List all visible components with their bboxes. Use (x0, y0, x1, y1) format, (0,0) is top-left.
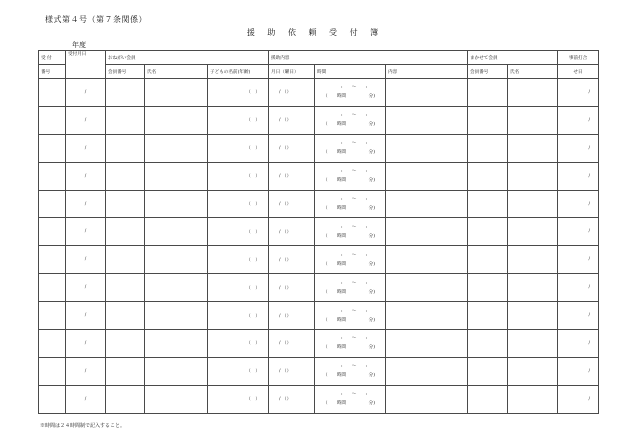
prior-meeting-date-cell[interactable]: / (558, 162, 599, 190)
prior-meeting-date-cell[interactable]: / (558, 357, 599, 385)
month-day-cell[interactable]: / （） (269, 162, 315, 190)
member-number-cell[interactable] (106, 79, 145, 107)
provider-member-number-cell[interactable] (468, 302, 508, 330)
provider-name-cell[interactable] (508, 302, 558, 330)
entry-number-cell[interactable] (39, 274, 66, 302)
table-row (39, 106, 599, 134)
time-duration: （ 時間 分) (323, 317, 375, 323)
provider-member-number-cell[interactable] (468, 162, 508, 190)
provider-name-cell[interactable] (508, 385, 558, 413)
entry-number-cell[interactable] (39, 79, 66, 107)
entry-number-cell[interactable] (39, 357, 66, 385)
time-cell[interactable] (315, 246, 386, 274)
member-number-cell[interactable] (106, 162, 145, 190)
provider-member-number-cell[interactable] (468, 134, 508, 162)
received-date-cell[interactable]: / (66, 162, 106, 190)
prior-meeting-date-cell[interactable]: / (558, 134, 599, 162)
member-name-cell[interactable] (145, 385, 208, 413)
content-cell[interactable] (386, 330, 468, 358)
entry-number-cell[interactable] (39, 218, 66, 246)
provider-name-cell[interactable] (508, 162, 558, 190)
received-date-cell[interactable]: / (66, 190, 106, 218)
month-day-cell[interactable]: / （） (269, 134, 315, 162)
reception-header: 受 付 (39, 51, 66, 65)
time-range: : ～ : (340, 252, 368, 258)
month-day-cell[interactable]: / （） (269, 274, 315, 302)
table-row (39, 246, 599, 274)
received-date-cell[interactable]: / (66, 106, 106, 134)
table-row (39, 385, 599, 413)
member-name-cell[interactable] (145, 330, 208, 358)
table-row (39, 330, 599, 358)
content-cell[interactable] (386, 190, 468, 218)
prior-meeting-date-cell[interactable]: / (558, 218, 599, 246)
child-name-age-cell[interactable]: （ ） (208, 246, 269, 274)
month-day-cell[interactable]: / （） (269, 357, 315, 385)
time-range: : ～ : (340, 364, 368, 370)
received-date-cell[interactable]: / (66, 274, 106, 302)
entry-number-cell[interactable] (39, 330, 66, 358)
time-range: : ～ : (340, 336, 368, 342)
assistance-content-header: 援助内容 (269, 51, 468, 65)
time-cell[interactable] (315, 218, 386, 246)
received-date-cell[interactable]: / (66, 246, 106, 274)
table-row (39, 302, 599, 330)
month-day-cell[interactable]: / （） (269, 79, 315, 107)
prior-meeting-date-cell[interactable]: / (558, 302, 599, 330)
child-name-age-cell[interactable]: （ ） (208, 106, 269, 134)
member-number-header: 会員番号 (106, 65, 145, 79)
prior-meeting-date-cell[interactable]: / (558, 79, 599, 107)
member-name-cell[interactable] (145, 218, 208, 246)
time-range: : ～ : (340, 141, 368, 147)
prior-meeting-date-cell[interactable]: / (558, 190, 599, 218)
provider-name-cell[interactable] (508, 330, 558, 358)
member-name-cell[interactable] (145, 134, 208, 162)
time-duration: （ 時間 分) (323, 150, 375, 156)
received-date-cell[interactable]: / (66, 330, 106, 358)
member-name-cell[interactable] (145, 162, 208, 190)
provider-member-number-cell[interactable] (468, 330, 508, 358)
time-cell[interactable] (315, 134, 386, 162)
child-name-age-cell[interactable]: （ ） (208, 79, 269, 107)
provider-name-cell[interactable] (508, 190, 558, 218)
register-rows (39, 79, 599, 414)
provider-member-number-cell[interactable] (468, 357, 508, 385)
content-cell[interactable] (386, 106, 468, 134)
table-row (39, 79, 599, 107)
child-name-age-cell[interactable]: （ ） (208, 385, 269, 413)
month-day-cell[interactable]: / （） (269, 302, 315, 330)
provider-member-number-cell[interactable] (468, 218, 508, 246)
child-name-age-cell[interactable]: （ ） (208, 357, 269, 385)
member-name-cell[interactable] (145, 79, 208, 107)
time-cell[interactable] (315, 385, 386, 413)
entry-number-cell[interactable] (39, 385, 66, 413)
member-number-cell[interactable] (106, 302, 145, 330)
member-number-cell[interactable] (106, 190, 145, 218)
entry-number-cell[interactable] (39, 302, 66, 330)
prior-meeting-date-cell[interactable]: / (558, 330, 599, 358)
form-id: 様式第４号（第７条関係） (45, 15, 147, 24)
time-duration: （ 時間 分) (323, 373, 375, 379)
content-cell[interactable] (386, 79, 468, 107)
member-name-cell[interactable] (145, 190, 208, 218)
table-row (39, 190, 599, 218)
prior-meeting-date-cell[interactable]: / (558, 246, 599, 274)
received-date-cell[interactable]: / (66, 134, 106, 162)
time-cell[interactable] (315, 357, 386, 385)
time-range: : ～ : (340, 280, 368, 286)
time-duration: （ 時間 分) (323, 94, 375, 100)
child-name-age-cell[interactable]: （ ） (208, 134, 269, 162)
time-duration: （ 時間 分) (323, 233, 375, 239)
member-number-cell[interactable] (106, 330, 145, 358)
time-duration: （ 時間 分) (323, 345, 375, 351)
prior-meeting-header: 事前打合 (558, 51, 599, 65)
provider-member-number-cell[interactable] (468, 190, 508, 218)
table-row (39, 134, 599, 162)
prior-meeting-header-2: せ日 (558, 65, 599, 79)
content-cell[interactable] (386, 302, 468, 330)
child-name-age-cell[interactable]: （ ） (208, 162, 269, 190)
content-cell[interactable] (386, 134, 468, 162)
child-name-age-header: 子どもの名前(年齢) (208, 65, 269, 79)
table-row (39, 357, 599, 385)
child-name-age-cell[interactable]: （ ） (208, 274, 269, 302)
time-cell[interactable] (315, 190, 386, 218)
received-date-cell[interactable]: / (66, 218, 106, 246)
child-name-age-cell[interactable]: （ ） (208, 218, 269, 246)
time-range: : ～ : (340, 85, 368, 91)
provider-member-number-header: 会員番号 (468, 65, 508, 79)
number-header: 番号 (39, 65, 66, 79)
reception-register-table (38, 50, 599, 414)
entry-number-cell[interactable] (39, 106, 66, 134)
month-day-cell[interactable]: / （） (269, 246, 315, 274)
month-day-cell[interactable]: / （） (269, 190, 315, 218)
child-name-age-cell[interactable]: （ ） (208, 330, 269, 358)
entry-number-cell[interactable] (39, 246, 66, 274)
provider-name-cell[interactable] (508, 246, 558, 274)
provider-name-cell[interactable] (508, 357, 558, 385)
prior-meeting-date-cell[interactable]: / (558, 274, 599, 302)
provider-name-cell[interactable] (508, 134, 558, 162)
header-row-1 (39, 51, 599, 65)
received-date-cell[interactable]: / (66, 79, 106, 107)
time-duration: （ 時間 分) (323, 261, 375, 267)
time-cell[interactable] (315, 330, 386, 358)
fiscal-year-label: 年度 (72, 41, 86, 49)
member-name-cell[interactable] (145, 357, 208, 385)
provider-name-header: 氏名 (508, 65, 558, 79)
content-cell[interactable] (386, 162, 468, 190)
month-day-cell[interactable]: / （） (269, 218, 315, 246)
month-day-cell[interactable]: / （） (269, 106, 315, 134)
child-name-age-cell[interactable]: （ ） (208, 190, 269, 218)
provider-member-number-cell[interactable] (468, 385, 508, 413)
member-name-cell[interactable] (145, 106, 208, 134)
provider-name-cell[interactable] (508, 274, 558, 302)
time-duration: （ 時間 分) (323, 206, 375, 211)
provider-member-number-cell[interactable] (468, 274, 508, 302)
content-cell[interactable] (386, 385, 468, 413)
member-number-cell[interactable] (106, 357, 145, 385)
member-name-cell[interactable] (145, 274, 208, 302)
month-day-cell[interactable]: / （） (269, 330, 315, 358)
time-duration: （ 時間 分) (323, 401, 375, 407)
member-number-cell[interactable] (106, 274, 145, 302)
content-cell[interactable] (386, 274, 468, 302)
header-row-2 (39, 65, 599, 79)
time-range: : ～ : (340, 169, 368, 175)
provider-name-cell[interactable] (508, 79, 558, 107)
content-cell[interactable] (386, 246, 468, 274)
time-range: : ～ : (340, 113, 368, 119)
received-date-header: 受付月日 (66, 51, 106, 79)
provider-member-header: まかせて会員 (468, 51, 558, 65)
time-header: 時間 (315, 65, 386, 79)
received-date-cell[interactable]: / (66, 357, 106, 385)
entry-number-cell[interactable] (39, 190, 66, 218)
table-row (39, 162, 599, 190)
provider-member-number-cell[interactable] (468, 106, 508, 134)
content-cell[interactable] (386, 357, 468, 385)
table-row (39, 218, 599, 246)
member-number-cell[interactable] (106, 246, 145, 274)
page-title: 援 助 依 頼 受 付 簿 (246, 28, 384, 37)
time-range: : ～ : (340, 392, 368, 398)
member-number-cell[interactable] (106, 106, 145, 134)
time-cell[interactable] (315, 302, 386, 330)
received-date-cell[interactable]: / (66, 302, 106, 330)
provider-member-number-cell[interactable] (468, 246, 508, 274)
content-header: 内容 (386, 65, 468, 79)
provider-member-number-cell[interactable] (468, 79, 508, 107)
prior-meeting-date-cell[interactable]: / (558, 106, 599, 134)
time-cell[interactable] (315, 274, 386, 302)
table-row (39, 274, 599, 302)
time-duration: （ 時間 分) (323, 122, 375, 128)
time-range: : ～ : (340, 197, 368, 202)
time-range: : ～ : (340, 308, 368, 314)
requester-member-header: おねがい会員 (106, 51, 269, 65)
time-duration: （ 時間 分) (323, 178, 375, 184)
prior-meeting-date-cell[interactable]: / (558, 385, 599, 413)
member-name-cell[interactable] (145, 246, 208, 274)
entry-number-cell[interactable] (39, 134, 66, 162)
member-number-cell[interactable] (106, 385, 145, 413)
provider-name-cell[interactable] (508, 218, 558, 246)
time-duration: （ 時間 分) (323, 289, 375, 295)
month-day-weekday-header: 月日（曜日） (269, 65, 315, 79)
content-cell[interactable] (386, 218, 468, 246)
time-cell[interactable] (315, 106, 386, 134)
time-cell[interactable] (315, 162, 386, 190)
footnote: ※時間は２４時間制で記入すること。 (40, 423, 126, 429)
time-range: : ～ : (340, 224, 368, 230)
month-day-cell[interactable]: / （） (269, 385, 315, 413)
received-date-cell[interactable]: / (66, 385, 106, 413)
entry-number-cell[interactable] (39, 162, 66, 190)
member-number-cell[interactable] (106, 218, 145, 246)
provider-name-cell[interactable] (508, 106, 558, 134)
child-name-age-cell[interactable]: （ ） (208, 302, 269, 330)
member-name-cell[interactable] (145, 302, 208, 330)
name-header: 氏名 (145, 65, 208, 79)
member-number-cell[interactable] (106, 134, 145, 162)
time-cell[interactable] (315, 79, 386, 107)
